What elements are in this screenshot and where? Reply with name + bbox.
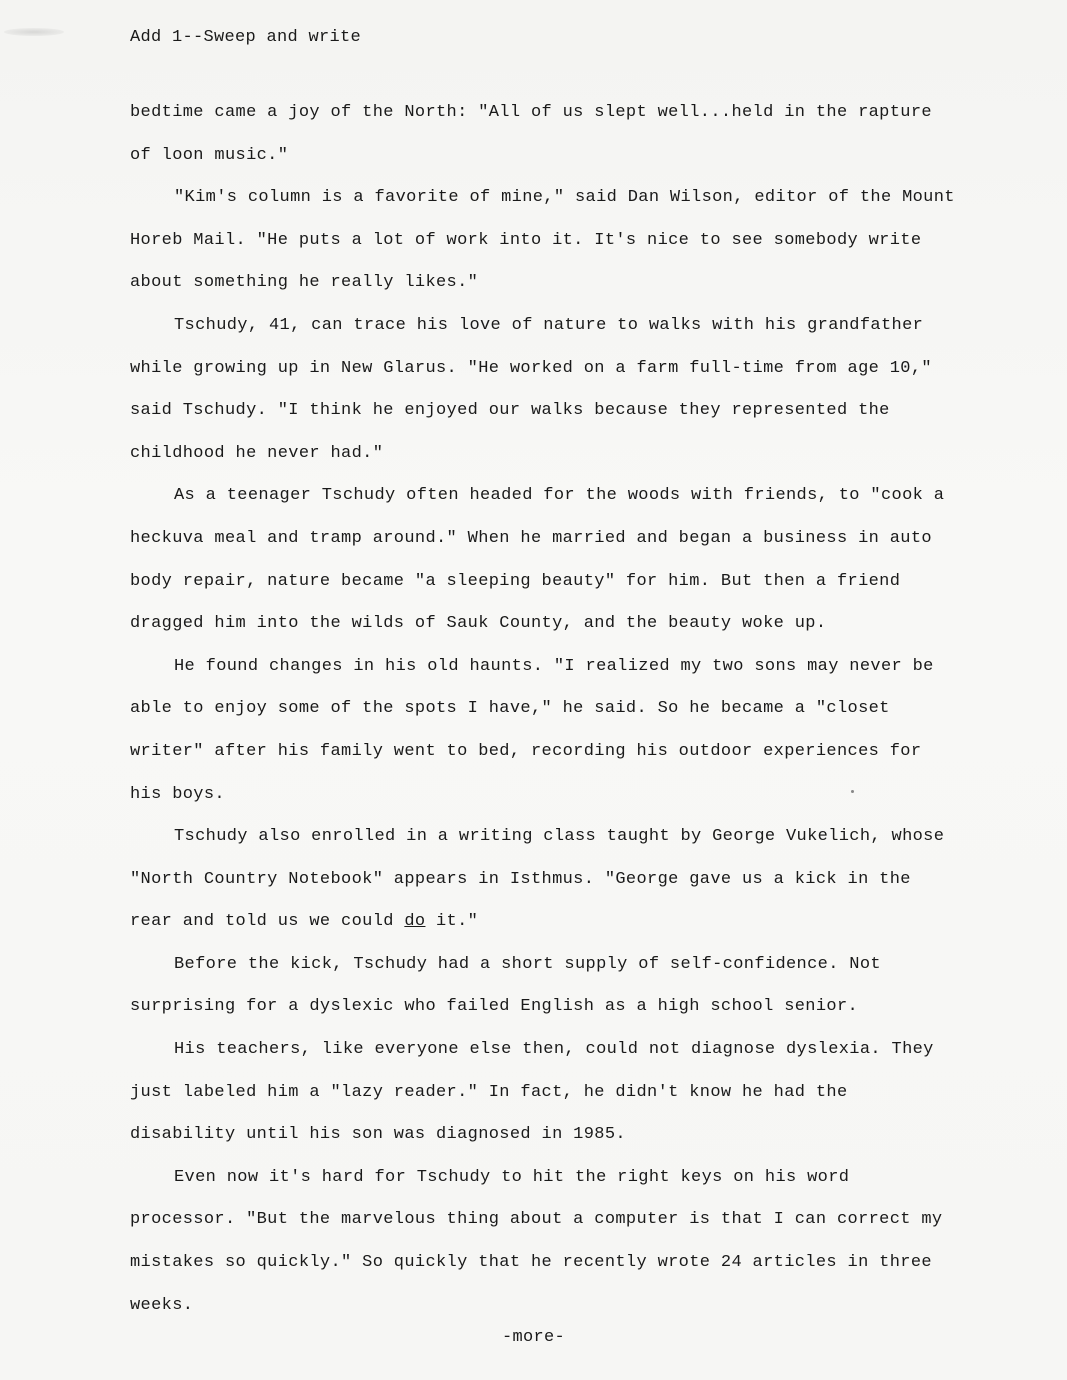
paragraph-first-line: His teachers, like everyone else then, could not diagnose dyslexia. They	[174, 1040, 934, 1060]
text-line-with-underline	[130, 901, 960, 944]
paragraph-first-line: Before the kick, Tschudy had a short supply of self-confidence. Not	[174, 954, 881, 974]
text-segment: it."	[425, 912, 479, 932]
text-line: just labeled him a "lazy reader." In fact, he didn't know he had the	[130, 1082, 848, 1102]
text-line: mistakes so quickly." So quickly that he recently wrote 24 articles in three	[130, 1253, 932, 1273]
text-segment: rear and told us we could	[130, 912, 405, 932]
text-line: processor. "But the marvelous thing about a computer is that I can correct my	[130, 1210, 943, 1230]
text-line: bedtime came a joy of the North: "All of us slept well...held in the rapture	[130, 103, 932, 122]
text-line: Horeb Mail. "He puts a lot of work into it. It's nice to see somebody write	[130, 230, 922, 250]
text-line: "North Country Notebook" appears in Isthmus. "George gave us a kick in the	[130, 869, 911, 889]
paragraph-first-line: Tschudy also enrolled in a writing class taught by George Vukelich, whose	[174, 827, 945, 847]
text-line: while growing up in New Glarus. "He worked on a farm full-time from age 10,"	[130, 358, 932, 378]
paper-smudge	[4, 28, 64, 36]
text-line: childhood he never had."	[130, 443, 384, 463]
paragraph-first-line: "Kim's column is a favorite of mine," said Dan Wilson, editor of the Mount	[174, 188, 955, 208]
text-line: surprising for a dyslexic who failed English as a high school senior.	[130, 997, 859, 1017]
text-line: his boys.	[130, 784, 225, 804]
page-header: Add 1--Sweep and write	[130, 28, 362, 47]
text-line: of loon music."	[130, 145, 289, 165]
page-footer-more: -more-	[501, 1328, 565, 1347]
paragraph-first-line: As a teenager Tschudy often headed for the woods with friends, to "cook a	[174, 486, 945, 506]
paragraph-first-line: Tschudy, 41, can trace his love of nature to walks with his grandfather	[174, 315, 924, 335]
text-line: said Tschudy. "I think he enjoyed our walks because they represented the	[130, 401, 890, 421]
text-line: disability until his son was diagnosed in 1985.	[130, 1125, 626, 1145]
article-body	[130, 92, 960, 1327]
text-line: dragged him into the wilds of Sauk County, and the beauty woke up.	[130, 614, 827, 634]
text-line: able to enjoy some of the spots I have," he said. So he became a "closet	[130, 699, 890, 719]
text-line: writer" after his family went to bed, recording his outdoor experiences for	[130, 741, 922, 761]
text-line: weeks.	[130, 1295, 194, 1315]
underlined-word: do	[404, 912, 426, 932]
paragraph-first-line: Even now it's hard for Tschudy to hit the right keys on his word	[174, 1167, 850, 1187]
text-line: heckuva meal and tramp around." When he married and began a business in auto	[130, 528, 932, 548]
paragraph-first-line: He found changes in his old haunts. "I realized my two sons may never be	[174, 656, 934, 676]
text-line: about something he really likes."	[130, 273, 479, 293]
text-line: body repair, nature became "a sleeping beauty" for him. But then a friend	[130, 571, 901, 591]
